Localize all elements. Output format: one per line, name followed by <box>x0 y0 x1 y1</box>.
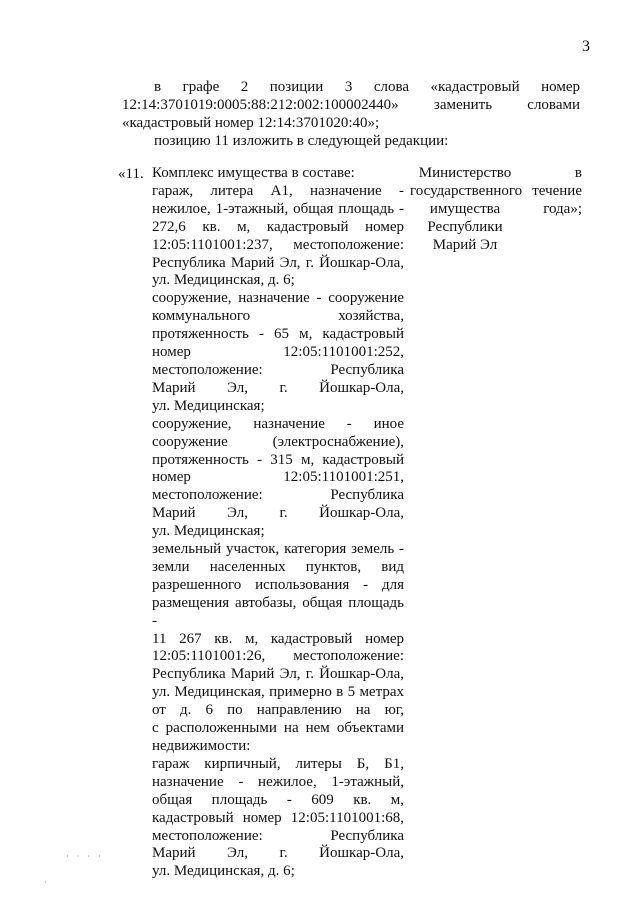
desc-line: местоположение: Республика <box>152 487 404 504</box>
desc-line: протяженность - 315 м, кадастровый <box>152 451 404 468</box>
desc-line: 12:05:1101001:237, местоположение: <box>152 236 404 253</box>
desc-line: Марий Эл, г. Йошкар-Ола, <box>152 379 404 396</box>
term-line: в <box>574 165 582 181</box>
intro-line-1: в графе 2 позиции 3 слова «кадастровый номер <box>154 79 580 95</box>
scan-artifact: · · · · <box>66 852 104 861</box>
desc-line: гараж кирпичный, литеры Б, Б1, <box>152 755 404 772</box>
intro-line-2: 12:14:3701019:0005:88:212:002:100002440» заменить словами <box>122 97 580 113</box>
organization-column <box>410 165 523 255</box>
desc-line: Республика Марий Эл, г. Йошкар-Ола, <box>152 666 404 683</box>
desc-line: земли населенных пунктов, вид <box>152 558 404 575</box>
desc-line: сооружение (электроснабжение), <box>152 433 404 450</box>
desc-line: разрешенного использования - для <box>152 576 404 593</box>
desc-line: ул. Медицинская, д. 6; <box>152 863 295 880</box>
desc-line: общая площадь - 609 кв. м, <box>152 791 404 808</box>
desc-line: ул. Медицинская, примерно в 5 метрах <box>152 684 404 701</box>
term-column <box>520 165 582 219</box>
org-line: государственного <box>410 182 523 199</box>
desc-line: коммунального хозяйства, <box>152 308 404 325</box>
desc-line: местоположение: Республика <box>152 361 404 378</box>
desc-line: недвижимости: <box>152 738 251 754</box>
desc-line: номер 12:05:1101001:251, <box>152 469 404 486</box>
desc-line: Марий Эл, г. Йошкар-Ола, <box>152 845 404 862</box>
desc-line: ул. Медицинская; <box>152 523 265 540</box>
org-line: Министерство <box>418 165 512 181</box>
term-line: года»; <box>543 200 582 217</box>
intro-line-4: позицию 11 изложить в следующей редакции: <box>154 133 449 149</box>
desc-line: от д. 6 по направлению на юг, <box>152 702 404 719</box>
desc-line: с расположенными на нем объектами <box>152 720 404 737</box>
intro-paragraph <box>122 78 580 150</box>
desc-line: 12:05:1101001:26, местоположение: <box>152 648 404 665</box>
desc-line: Республика Марий Эл, г. Йошкар-Ола, <box>152 254 404 271</box>
desc-line: ул. Медицинская, д. 6; <box>152 272 295 289</box>
desc-line: Комплекс имущества в составе: <box>152 165 355 181</box>
desc-line: Марий Эл, г. Йошкар-Ола, <box>152 505 404 522</box>
desc-line: гараж, литера А1, назначение - <box>152 182 404 199</box>
page-number: 3 <box>582 38 590 55</box>
desc-line: протяженность - 65 м, кадастровый <box>152 326 404 343</box>
intro-line-3: «кадастровый номер 12:14:3701020:40»; <box>122 115 380 131</box>
desc-line: сооружение, назначение - иное <box>152 415 404 432</box>
desc-line: номер 12:05:1101001:252, <box>152 344 404 361</box>
desc-line: сооружение, назначение - сооружение <box>152 290 404 307</box>
item-number: «11. <box>118 166 144 182</box>
desc-line: назначение - нежилое, 1-этажный, <box>152 773 404 790</box>
desc-line: местоположение: Республика <box>152 827 404 844</box>
term-line: течение <box>532 182 582 199</box>
desc-line: ул. Медицинская; <box>152 397 265 414</box>
desc-line: 272,6 кв. м, кадастровый номер <box>152 218 404 235</box>
desc-line: 11 267 кв. м, кадастровый номер <box>152 630 404 647</box>
desc-line: земельный участок, категория земель - <box>152 541 404 558</box>
org-line: Республики <box>427 218 503 235</box>
org-line: Марий Эл <box>432 236 498 253</box>
item-description <box>152 165 404 881</box>
org-line: имущества <box>429 200 501 217</box>
scan-artifact: · <box>44 878 47 887</box>
desc-line: кадастровый номер 12:05:1101001:68, <box>152 809 404 826</box>
desc-line: размещения автобазы, общая площадь - <box>152 594 404 629</box>
desc-line: нежилое, 1-этажный, общая площадь - <box>152 200 404 217</box>
